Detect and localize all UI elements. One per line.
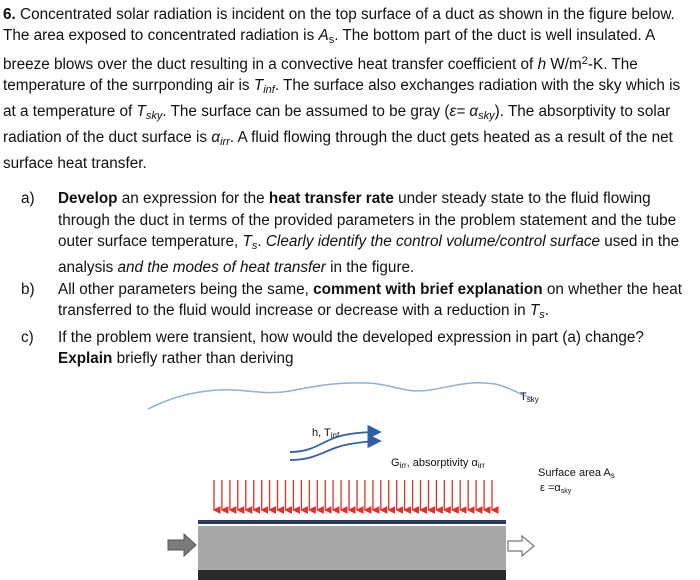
part-b-ts-symbol: T	[529, 302, 540, 320]
problem-text-6: ). The absorptivity to solar radiation of the duct surface is	[3, 103, 671, 147]
epsilon-subscript: sky	[478, 110, 495, 123]
part-a-bold-1: Develop	[58, 190, 118, 207]
part-c-text-2: briefly rather than deriving	[112, 350, 294, 367]
part-a-italic-2: and the modes of heat transfer	[117, 259, 326, 277]
part-a-text-3: .	[257, 233, 266, 250]
part-a-text-4: used in the analysis	[58, 233, 680, 277]
h-tinf-label: h, Tinf	[312, 427, 340, 440]
part-a-text-5: in the figure.	[325, 259, 415, 277]
part-a-marker: a)	[21, 190, 35, 207]
problem-text-4: . The surface also exchanges radiation with the sky which is at a temperature of	[3, 77, 681, 121]
part-b-text-2: on whether the heat transferred to the fluid would increase or decrease with a reduction in	[58, 280, 683, 320]
duct-top-surface	[198, 520, 506, 524]
problem-text-7: . A fluid flowing through the duct gets heated as a result of the net surface heat transfer.	[3, 129, 673, 173]
unit-superscript: 2	[581, 55, 588, 68]
tsky-label: Tsky	[520, 391, 539, 404]
part-a-bold-2: heat transfer rate	[268, 190, 394, 207]
question-parts	[0, 188, 700, 370]
area-symbol: A	[318, 27, 329, 45]
tsky-subscript: sky	[145, 110, 163, 123]
part-a-italic-1: Clearly identify the control volume/control surface	[265, 233, 601, 250]
epsilon-expression: ε= α	[449, 103, 479, 121]
tsky-symbol: T	[136, 103, 146, 121]
part-b-bold: comment with brief explanation	[313, 280, 543, 298]
sky-line	[148, 383, 532, 409]
duct-bottom-insulation	[198, 570, 506, 580]
g-irr-label: Girr, absorptivity αirr	[391, 457, 485, 470]
tinf-symbol: T	[253, 77, 264, 95]
problem-text-2: . The bottom part of the duct is well insulated. A breeze blows over the duct resulting in a convective heat transfer coefficient of	[3, 27, 655, 74]
part-c-bold: Explain	[58, 350, 113, 367]
inlet-flow-arrow	[168, 534, 196, 556]
epsilon-label: ε =αsky	[540, 482, 572, 495]
part-a-ts-symbol: T	[242, 233, 252, 250]
outlet-flow-arrow	[508, 536, 534, 556]
part-a	[21, 188, 698, 279]
solar-radiation-arrows	[214, 480, 492, 510]
part-b-ts-subscript: s	[539, 309, 545, 321]
surface-area-label: Surface area As	[538, 467, 615, 480]
area-subscript: s	[328, 33, 335, 46]
alpha-irr-symbol: α	[211, 129, 221, 147]
h-symbol: h	[537, 56, 547, 74]
duct-body	[198, 526, 506, 570]
part-b-text-3: .	[544, 302, 550, 320]
part-c-text-1: If the problem were transient, how would the developed expression in part (a) change?	[58, 328, 644, 346]
duct-figure	[0, 360, 700, 580]
part-b-marker: b)	[21, 280, 35, 298]
alpha-irr-subscript: irr	[220, 135, 230, 148]
problem-text-1: Concentrated solar radiation is incident on the top surface of a duct as shown in the figure below. The area exposed to concentrated radiation is	[3, 6, 675, 45]
part-a-text-1: an expression for the	[117, 190, 269, 207]
unit-text: W/m	[546, 56, 582, 74]
part-c-marker: c)	[21, 328, 34, 346]
tinf-subscript: inf	[263, 84, 275, 97]
part-a-text-2: under steady state to the fluid flowing through the duct in terms of the provided parameters in the problem statement and the tube outer surface temperature,	[58, 190, 677, 250]
problem-statement	[3, 4, 697, 174]
part-b-text-1: All other parameters being the same,	[58, 280, 314, 298]
problem-number: 6.	[3, 6, 16, 23]
problem-text-5: . The surface can be assumed to be gray (	[162, 103, 450, 121]
problem-text-3: -K. The temperature of the surrponding air is	[3, 56, 638, 95]
part-b	[21, 279, 698, 327]
part-a-ts-subscript: s	[251, 239, 258, 252]
